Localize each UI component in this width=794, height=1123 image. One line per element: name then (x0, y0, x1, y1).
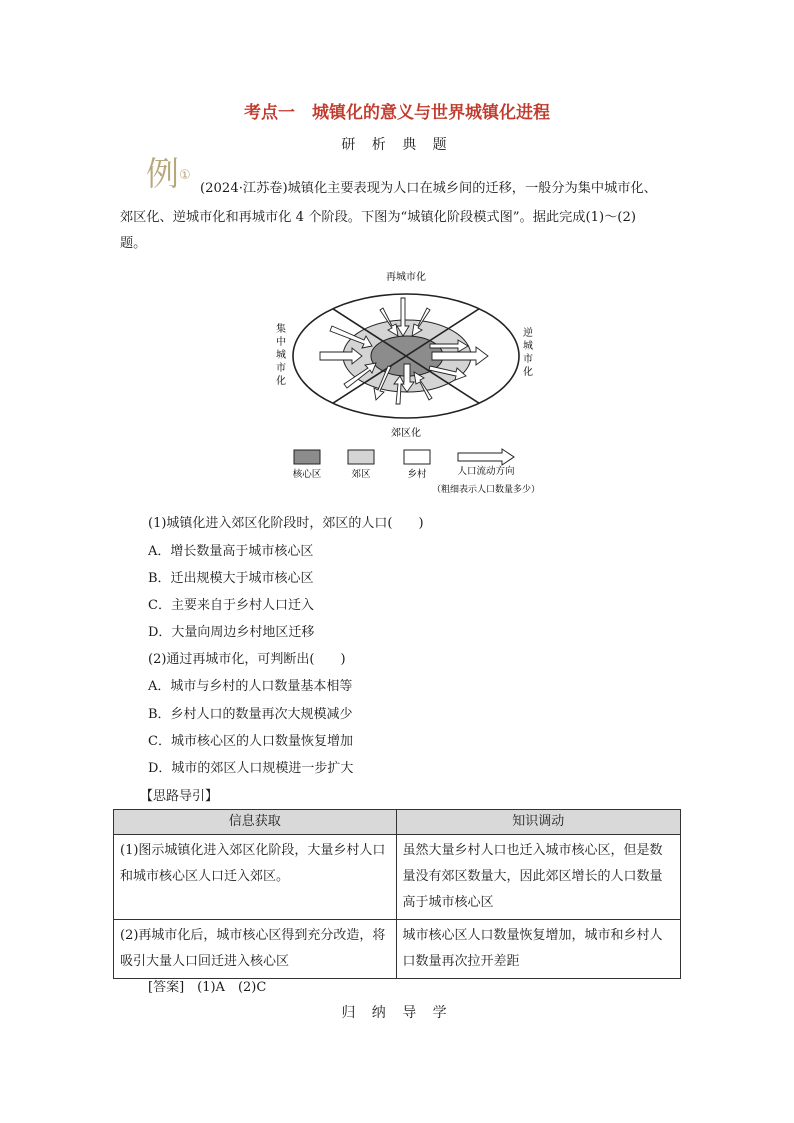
label-counter-char: 逆 (523, 328, 533, 339)
label-concentration-char: 中 (276, 337, 286, 348)
example-mark-text: 例 (146, 154, 179, 193)
question-1-stem: (1)城镇化进入郊区化阶段时，郊区的人口( ) (148, 516, 424, 531)
legend-core-label: 核心区 (292, 469, 322, 480)
label-reurbanization: 再城市化 (386, 272, 426, 283)
urbanization-stage-diagram (270, 264, 570, 500)
table-row (114, 920, 681, 979)
question-1-option-d: D．大量向周边乡村地区迁移 (148, 625, 315, 640)
label-concentration-char: 化 (276, 376, 286, 387)
label-concentration (276, 322, 286, 387)
legend-core-swatch (294, 450, 320, 464)
question-1-option-b: B．迁出规模大于城市核心区 (148, 571, 314, 586)
label-counter-char: 市 (523, 354, 533, 365)
label-concentration-char: 市 (276, 363, 286, 374)
legend-suburb-swatch (348, 450, 374, 464)
table-cell: 虽然大量乡村人口也迁入城市核心区，但是数量没有郊区数量大，因此郊区增长的人口数量高于城市核心区 (396, 835, 681, 920)
table-cell: 城市核心区人口数量恢复增加，城市和乡村人口数量再次拉开差距 (396, 920, 681, 979)
question-intro-line-3: 题。 (120, 236, 147, 251)
legend-suburb-label: 郊区 (351, 469, 371, 480)
question-intro-line-2: 郊区化、逆城市化和再城市化 4 个阶段。下图为“城镇化阶段模式图”。据此完成(1)～(2) (120, 210, 636, 225)
section-label: 研 析 典 题 (341, 137, 453, 153)
question-2-option-a: A．城市与乡村的人口数量基本相等 (148, 679, 353, 694)
answer-line: [答案] (1)A (2)C (148, 980, 267, 995)
table-row (114, 835, 681, 920)
legend-village-label: 乡村 (407, 469, 427, 480)
table-header-row (114, 810, 681, 835)
page-title: 考点一 城镇化的意义与世界城镇化进程 (244, 103, 550, 123)
legend-flow-label: 人口流动方向 (457, 466, 515, 477)
label-suburbanization: 郊区化 (391, 428, 421, 439)
legend-village-swatch (404, 450, 430, 464)
legend-flow-arrow (458, 449, 514, 465)
question-2-option-d: D．城市的郊区人口规模进一步扩大 (148, 761, 354, 776)
question-intro-line-1: (2024·江苏卷)城镇化主要表现为人口在城乡间的迁移，一般分为集中城市化、 (200, 181, 657, 196)
table-cell: (2)再城市化后，城市核心区得到充分改造，将吸引大量人口回迁进入核心区 (114, 920, 397, 979)
label-counter-char: 城 (523, 341, 533, 352)
analysis-table (113, 809, 681, 979)
label-counter-char: 化 (523, 367, 533, 378)
label-concentration-char: 城 (276, 350, 286, 361)
label-concentration-char: 集 (276, 324, 286, 335)
section-label-footer: 归 纳 导 学 (341, 1005, 453, 1021)
legend (293, 449, 540, 495)
guide-label: 【思路导引】 (140, 789, 219, 804)
example-number: ① (179, 168, 191, 183)
question-2-option-b: B．乡村人口的数量再次大规模减少 (148, 707, 353, 722)
question-1-option-c: C．主要来自于乡村人口迁入 (148, 598, 314, 613)
table-cell: (1)图示城镇化进入郊区化阶段，大量乡村人口和城市核心区人口迁入郊区。 (114, 835, 397, 920)
question-2-option-c: C．城市核心区的人口数量恢复增加 (148, 734, 353, 749)
question-1-option-a: A．增长数量高于城市核心区 (148, 544, 314, 559)
table-header-info: 信息获取 (114, 810, 397, 835)
legend-flow-note: （粗细表示人口数量多少） (431, 485, 541, 495)
label-counter-urbanization (523, 326, 533, 378)
question-2-stem: (2)通过再城市化，可判断出( ) (148, 652, 346, 667)
example-mark (146, 154, 191, 194)
table-header-knowledge: 知识调动 (396, 810, 681, 835)
